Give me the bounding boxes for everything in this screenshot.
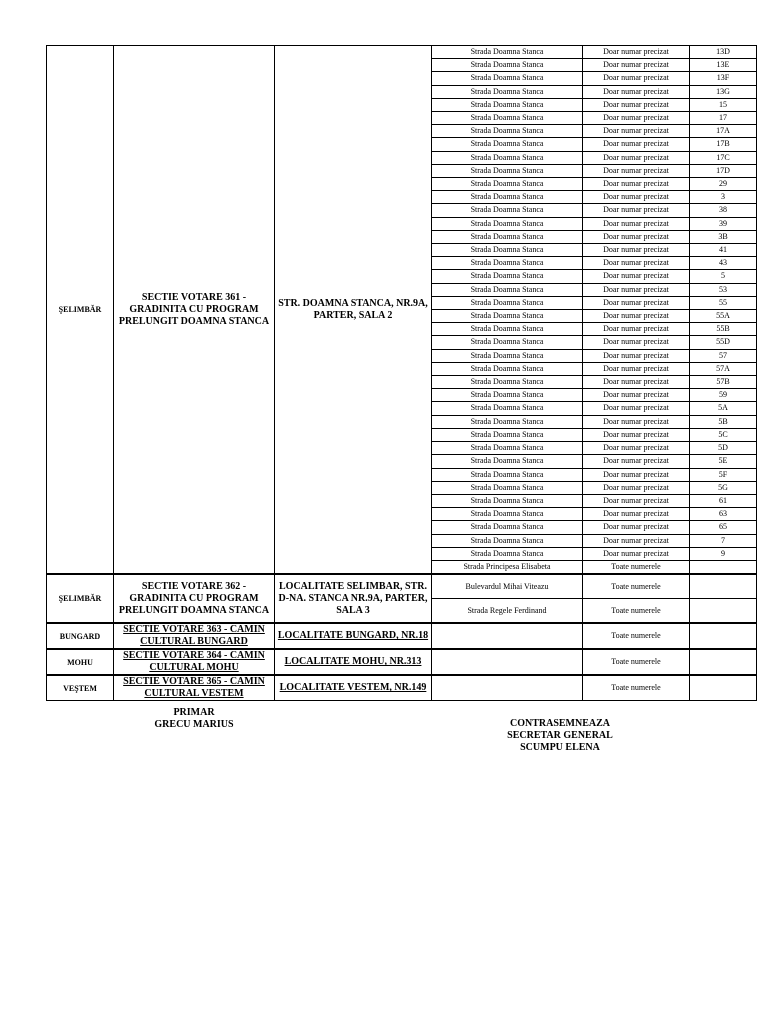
street-cell: Strada Doamna Stanca — [432, 125, 583, 138]
street-cell: Strada Doamna Stanca — [432, 455, 583, 468]
street-cell: Strada Principesa Elisabeta — [432, 560, 583, 574]
number-cell: 5 — [690, 270, 757, 283]
street-cell: Strada Doamna Stanca — [432, 508, 583, 521]
street-cell: Strada Doamna Stanca — [432, 191, 583, 204]
address-cell: STR. DOAMNA STANCA, NR.9A, PARTER, SALA 2 — [275, 46, 432, 575]
number-cell: 17C — [690, 151, 757, 164]
section-cell: SECTIE VOTARE 362 - GRADINITA CU PROGRAM PRELUNGIT DOAMNA STANCA — [114, 574, 275, 623]
range-cell: Doar numar precizat — [583, 336, 690, 349]
table-row — [47, 649, 757, 675]
range-cell: Doar numar precizat — [583, 191, 690, 204]
street-cell: Strada Doamna Stanca — [432, 296, 583, 309]
number-cell: 29 — [690, 178, 757, 191]
number-cell: 5A — [690, 402, 757, 415]
locality-cell: BUNGARD — [47, 623, 114, 649]
number-cell: 57A — [690, 362, 757, 375]
range-cell: Doar numar precizat — [583, 138, 690, 151]
number-cell: 5G — [690, 481, 757, 494]
number-cell: 5C — [690, 428, 757, 441]
range-cell: Toate numerele — [583, 599, 690, 624]
street-cell: Strada Doamna Stanca — [432, 442, 583, 455]
range-cell: Toate numerele — [583, 574, 690, 599]
range-cell: Doar numar precizat — [583, 455, 690, 468]
street-cell: Strada Doamna Stanca — [432, 204, 583, 217]
range-cell: Doar numar precizat — [583, 230, 690, 243]
number-cell: 3 — [690, 191, 757, 204]
number-cell: 41 — [690, 244, 757, 257]
street-cell — [432, 675, 583, 701]
number-cell: 43 — [690, 257, 757, 270]
number-cell: 63 — [690, 508, 757, 521]
address-cell: LOCALITATE SELIMBAR, STR. D-NA. STANCA NR.9A, PARTER, SALA 3 — [275, 574, 432, 623]
countersign-block — [490, 718, 630, 754]
address-cell: LOCALITATE VESTEM, NR.149 — [275, 675, 432, 701]
secretary-title: SECRETAR GENERAL — [507, 730, 613, 741]
number-cell: 39 — [690, 217, 757, 230]
number-cell — [690, 599, 757, 624]
range-cell: Doar numar precizat — [583, 323, 690, 336]
number-cell — [690, 623, 757, 649]
locality-cell: ŞELIMBĂR — [47, 574, 114, 623]
street-cell: Strada Doamna Stanca — [432, 547, 583, 560]
number-cell: 57 — [690, 349, 757, 362]
street-cell: Bulevardul Mihai Viteazu — [432, 574, 583, 599]
street-cell: Strada Doamna Stanca — [432, 481, 583, 494]
street-cell: Strada Doamna Stanca — [432, 138, 583, 151]
range-cell: Toate numerele — [583, 560, 690, 574]
street-cell: Strada Doamna Stanca — [432, 230, 583, 243]
number-cell: 65 — [690, 521, 757, 534]
street-cell: Strada Doamna Stanca — [432, 336, 583, 349]
street-cell: Strada Doamna Stanca — [432, 428, 583, 441]
range-cell: Doar numar precizat — [583, 270, 690, 283]
number-cell: 15 — [690, 98, 757, 111]
street-cell: Strada Regele Ferdinand — [432, 599, 583, 624]
street-cell: Strada Doamna Stanca — [432, 283, 583, 296]
address-cell: LOCALITATE BUNGARD, NR.18 — [275, 623, 432, 649]
range-cell: Doar numar precizat — [583, 415, 690, 428]
street-cell: Strada Doamna Stanca — [432, 323, 583, 336]
range-cell: Doar numar precizat — [583, 112, 690, 125]
number-cell: 17D — [690, 164, 757, 177]
range-cell: Doar numar precizat — [583, 178, 690, 191]
range-cell: Doar numar precizat — [583, 508, 690, 521]
number-cell: 53 — [690, 283, 757, 296]
number-cell: 5B — [690, 415, 757, 428]
street-cell: Strada Doamna Stanca — [432, 46, 583, 59]
range-cell: Doar numar precizat — [583, 46, 690, 59]
street-cell: Strada Doamna Stanca — [432, 376, 583, 389]
address-cell: LOCALITATE MOHU, NR.313 — [275, 649, 432, 675]
street-cell — [432, 649, 583, 675]
number-cell — [690, 675, 757, 701]
number-cell: 17B — [690, 138, 757, 151]
number-cell: 55D — [690, 336, 757, 349]
range-cell: Doar numar precizat — [583, 244, 690, 257]
street-cell: Strada Doamna Stanca — [432, 310, 583, 323]
number-cell: 13E — [690, 59, 757, 72]
street-cell: Strada Doamna Stanca — [432, 270, 583, 283]
range-cell: Doar numar precizat — [583, 442, 690, 455]
table-row — [47, 46, 757, 59]
range-cell: Doar numar precizat — [583, 204, 690, 217]
street-cell: Strada Doamna Stanca — [432, 85, 583, 98]
number-cell: 13F — [690, 72, 757, 85]
street-cell: Strada Doamna Stanca — [432, 257, 583, 270]
number-cell: 59 — [690, 389, 757, 402]
number-cell: 5F — [690, 468, 757, 481]
street-cell: Strada Doamna Stanca — [432, 217, 583, 230]
mayor-title: PRIMAR — [173, 707, 215, 718]
mayor-name: GRECU MARIUS — [154, 719, 234, 730]
range-cell: Doar numar precizat — [583, 547, 690, 560]
street-cell: Strada Doamna Stanca — [432, 59, 583, 72]
street-cell: Strada Doamna Stanca — [432, 362, 583, 375]
number-cell: 17A — [690, 125, 757, 138]
range-cell: Doar numar precizat — [583, 376, 690, 389]
street-cell: Strada Doamna Stanca — [432, 72, 583, 85]
range-cell: Toate numerele — [583, 675, 690, 701]
number-cell: 55A — [690, 310, 757, 323]
range-cell: Doar numar precizat — [583, 164, 690, 177]
number-cell: 5D — [690, 442, 757, 455]
number-cell: 3B — [690, 230, 757, 243]
range-cell: Toate numerele — [583, 623, 690, 649]
mayor-signature-block — [120, 707, 268, 731]
range-cell: Doar numar precizat — [583, 534, 690, 547]
number-cell: 38 — [690, 204, 757, 217]
number-cell: 13G — [690, 85, 757, 98]
range-cell: Doar numar precizat — [583, 72, 690, 85]
number-cell: 7 — [690, 534, 757, 547]
number-cell — [690, 560, 757, 574]
secretary-name: SCUMPU ELENA — [520, 742, 600, 753]
range-cell: Doar numar precizat — [583, 217, 690, 230]
range-cell: Doar numar precizat — [583, 125, 690, 138]
countersign-label: CONTRASEMNEAZA — [509, 718, 610, 729]
number-cell: 61 — [690, 494, 757, 507]
number-cell: 17 — [690, 112, 757, 125]
street-cell: Strada Doamna Stanca — [432, 244, 583, 257]
number-cell — [690, 574, 757, 599]
table-row — [47, 574, 757, 599]
street-cell: Strada Doamna Stanca — [432, 349, 583, 362]
street-cell: Strada Doamna Stanca — [432, 151, 583, 164]
locality-cell: VEŞTEM — [47, 675, 114, 701]
range-cell: Doar numar precizat — [583, 310, 690, 323]
locality-cell: MOHU — [47, 649, 114, 675]
polling-sections-table — [46, 45, 757, 701]
street-cell: Strada Doamna Stanca — [432, 164, 583, 177]
number-cell: 5E — [690, 455, 757, 468]
number-cell: 9 — [690, 547, 757, 560]
street-cell: Strada Doamna Stanca — [432, 521, 583, 534]
number-cell — [690, 649, 757, 675]
table-row — [47, 675, 757, 701]
number-cell: 55B — [690, 323, 757, 336]
range-cell: Doar numar precizat — [583, 362, 690, 375]
locality-cell: ŞELIMBĂR — [47, 46, 114, 575]
range-cell: Doar numar precizat — [583, 468, 690, 481]
range-cell: Doar numar precizat — [583, 296, 690, 309]
number-cell: 57B — [690, 376, 757, 389]
range-cell: Doar numar precizat — [583, 428, 690, 441]
range-cell: Doar numar precizat — [583, 257, 690, 270]
section-cell: SECTIE VOTARE 361 - GRADINITA CU PROGRAM PRELUNGIT DOAMNA STANCA — [114, 46, 275, 575]
range-cell: Doar numar precizat — [583, 494, 690, 507]
street-cell: Strada Doamna Stanca — [432, 389, 583, 402]
range-cell: Toate numerele — [583, 649, 690, 675]
range-cell: Doar numar precizat — [583, 59, 690, 72]
range-cell: Doar numar precizat — [583, 283, 690, 296]
range-cell: Doar numar precizat — [583, 85, 690, 98]
range-cell: Doar numar precizat — [583, 98, 690, 111]
street-cell: Strada Doamna Stanca — [432, 112, 583, 125]
number-cell: 13D — [690, 46, 757, 59]
street-cell: Strada Doamna Stanca — [432, 534, 583, 547]
range-cell: Doar numar precizat — [583, 389, 690, 402]
section-cell: SECTIE VOTARE 364 - CAMIN CULTURAL MOHU — [114, 649, 275, 675]
street-cell: Strada Doamna Stanca — [432, 98, 583, 111]
street-cell — [432, 623, 583, 649]
street-cell: Strada Doamna Stanca — [432, 415, 583, 428]
section-cell: SECTIE VOTARE 363 - CAMIN CULTURAL BUNGARD — [114, 623, 275, 649]
range-cell: Doar numar precizat — [583, 402, 690, 415]
street-cell: Strada Doamna Stanca — [432, 402, 583, 415]
section-cell: SECTIE VOTARE 365 - CAMIN CULTURAL VESTEM — [114, 675, 275, 701]
range-cell: Doar numar precizat — [583, 349, 690, 362]
number-cell: 55 — [690, 296, 757, 309]
table-row — [47, 623, 757, 649]
street-cell: Strada Doamna Stanca — [432, 494, 583, 507]
polling-sections-body — [47, 46, 757, 701]
street-cell: Strada Doamna Stanca — [432, 178, 583, 191]
range-cell: Doar numar precizat — [583, 481, 690, 494]
range-cell: Doar numar precizat — [583, 521, 690, 534]
range-cell: Doar numar precizat — [583, 151, 690, 164]
street-cell: Strada Doamna Stanca — [432, 468, 583, 481]
